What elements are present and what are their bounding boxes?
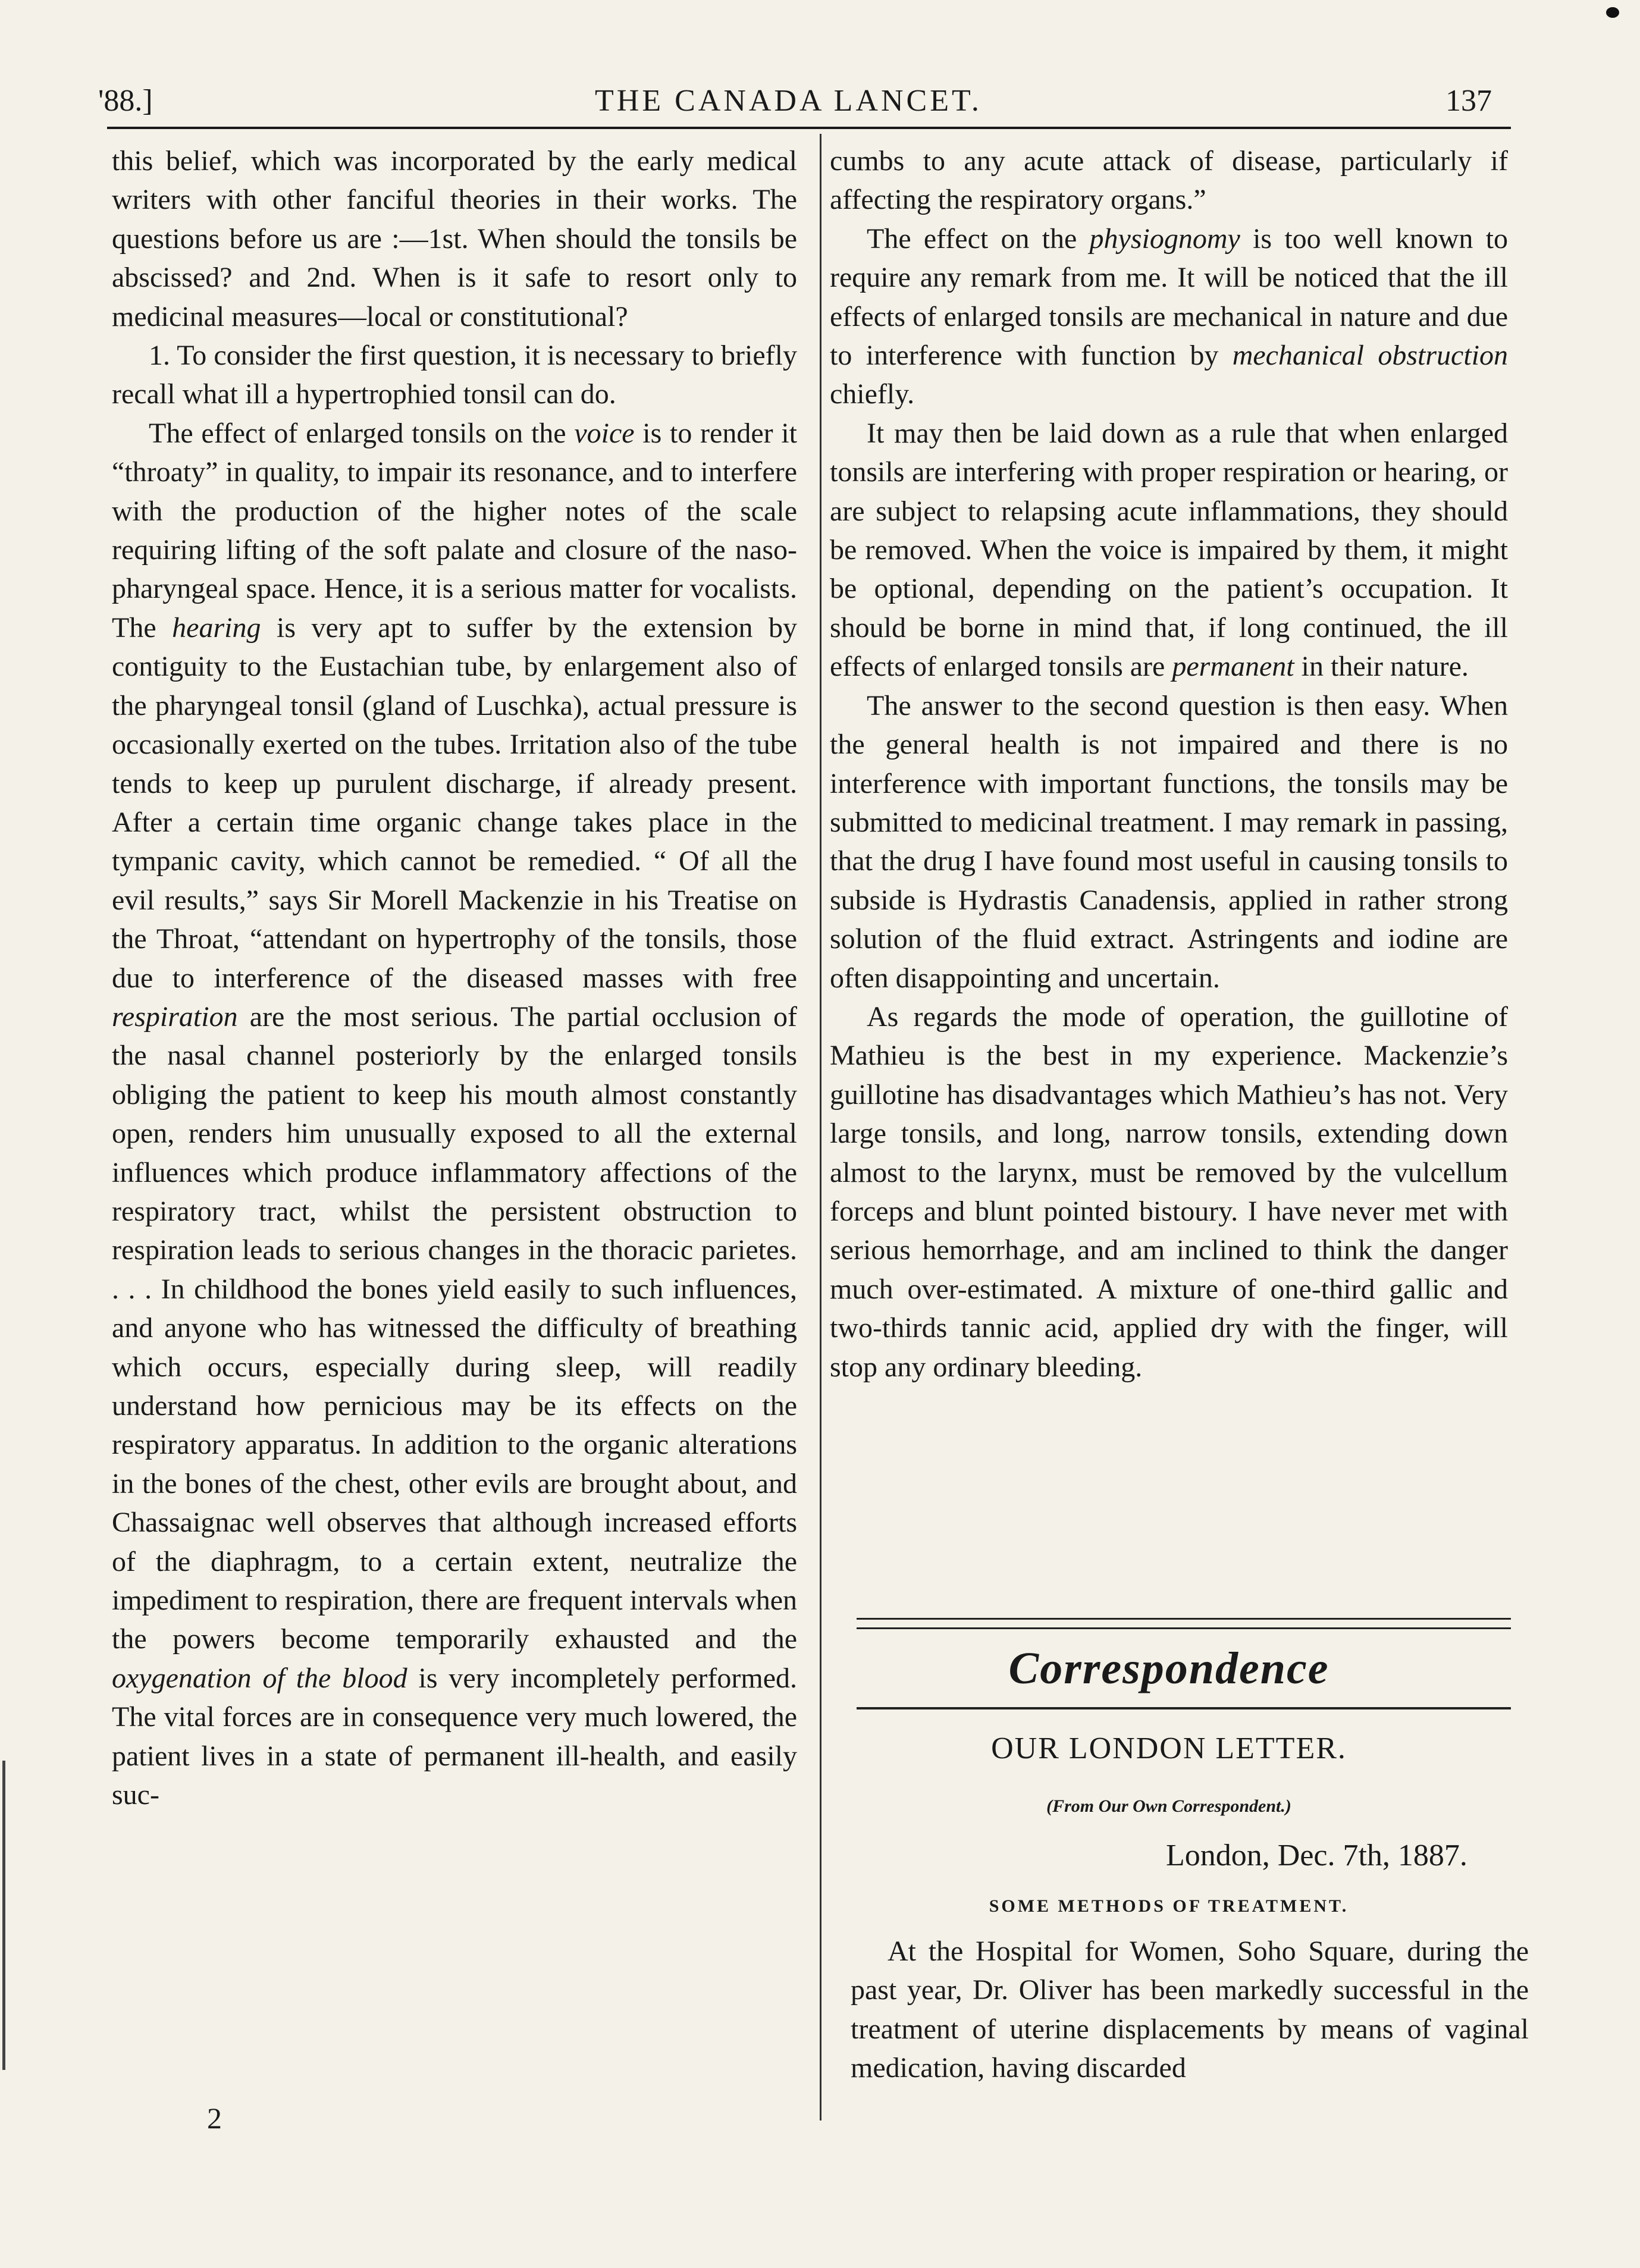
left-column xyxy=(112,142,797,1814)
section-rule-bottom xyxy=(857,1707,1511,1709)
left-paragraph-2: 1. To consider the first question, it is necessary to briefly recall what ill a hypertrophied tonsil can do. xyxy=(112,340,797,410)
correspondence-heading: Correspondence xyxy=(1008,1643,1329,1693)
italic-term: physiognomy xyxy=(1089,222,1240,255)
text-run: is to render it “throaty” in quality, to impair its resonance, and to interfere with the production of the higher notes of the scale requiring lifting of the soft palate and closure of the naso-pharyngeal space. Hence, it is a serious matter for vocalists. The xyxy=(112,417,797,644)
text-run: in their nature. xyxy=(1294,651,1469,683)
right-paragraph-2 xyxy=(830,219,1508,414)
italic-term: respiration xyxy=(112,1000,238,1033)
text-run: chiefly. xyxy=(830,378,915,410)
header-volume-year: '88.] xyxy=(98,84,153,118)
letter-body xyxy=(851,1932,1529,2088)
signature-mark: 2 xyxy=(207,2101,222,2135)
header-rule xyxy=(107,127,1511,129)
text-run: It may then be laid down as a rule that when enlarged tonsils are interfering with proper respiration or hearing, or are subject to relapsing acute inflammations, they should be removed. When the voice is impaired by them, it might be optional, depending on the patient’s occupation. It should be borne in mind that, if long continued, the ill effects of enlarged tonsils are xyxy=(830,417,1508,683)
right-paragraph-1: cumbs to any acute attack of disease, particularly if affecting the respiratory organs.” xyxy=(830,145,1508,216)
journal-title: THE CANADA LANCET. xyxy=(595,84,982,118)
right-paragraph-5: As regards the mode of operation, the guillotine of Mathieu is the best in my experience. Mackenzie’s guillotine has disadvantages which Mathieu’s has not. Very large tonsils, and long, narrow tonsils, extending down almost to the larynx, must be removed by the vulcellum forceps and blunt pointed bistoury. I have never met with serious hemorrhage, and am inclined to think the danger much over-estimated. A mixture of one-third gallic and two-thirds tannic acid, applied dry with the finger, will stop any ordinary bleeding. xyxy=(830,1000,1508,1383)
left-paragraph-3 xyxy=(112,414,797,1815)
italic-term: mechanical obstruction xyxy=(1232,340,1509,372)
letter-byline: (From Our Own Correspondent.) xyxy=(1046,1796,1291,1816)
italic-term: permanent xyxy=(1172,651,1294,683)
text-run: are the most serious. The partial occlusion of the nasal channel posteriorly by the enlarged tonsils obliging the patient to keep his mouth almost constantly open, renders him unusually exposed to all the external influences which produce inflammatory affections of the respiratory tract, whilst the persistent obstruction to respiration leads to serious changes in the thoracic parietes. . . . In childhood the bones yield easily to such influences, and anyone who has witnessed the difficulty of breathing which occurs, especially during sleep, will readily understand how pernicious may be its effects on the respiratory apparatus. In addition to the organic alterations in the bones of the chest, other evils are brought about, and Chassaignac well observes that although increased efforts of the diaphragm, to a certain extent, neutralize the impediment to respiration, there are frequent intervals when the powers become temporarily exhausted and the xyxy=(112,1000,797,1655)
text-run: The effect of enlarged tonsils on the xyxy=(149,417,575,449)
left-paragraph-1: this belief, which was incorporated by the early medical writers with other fanciful theories in their works. The questions before us are :—1st. When should the tonsils be abscissed? and 2nd. When is it safe to resort only to medicinal measures—local or constitutional? xyxy=(112,145,797,332)
right-column xyxy=(830,142,1508,1386)
text-run: is too well known to require any remark from me. It will be noticed that the ill effects of enlarged tonsils are mechanical in nature and due to interference with function by xyxy=(830,222,1508,372)
binding-edge xyxy=(2,1761,5,2070)
text-run: is very incompletely performed. The vital forces are in consequence very much lowered, the patient lives in a state of permanent ill-health, and easily suc- xyxy=(112,1662,798,1811)
section-rule-top xyxy=(857,1618,1511,1620)
letter-paragraph-1: At the Hospital for Women, Soho Square, during the past year, Dr. Oliver has been markedly successful in the treatment of uterine displacements by means of vaginal medication, having discarded xyxy=(851,1936,1529,2084)
column-divider xyxy=(820,134,821,2120)
page-number: 137 xyxy=(1445,84,1492,118)
right-paragraph-3 xyxy=(830,414,1508,686)
italic-term: hearing xyxy=(172,611,261,644)
section-heading: SOME METHODS OF TREATMENT. xyxy=(989,1896,1349,1916)
section-rule-top-second xyxy=(857,1627,1511,1629)
italic-term: voice xyxy=(574,417,635,449)
letter-dateline: London, Dec. 7th, 1887. xyxy=(1166,1839,1467,1872)
right-paragraph-4: The answer to the second question is then easy. When the general health is not impaired and there is no interference with important functions, the tonsils may be submitted to medicinal treatment. I may remark in passing, that the drug I have found most useful in causing tonsils to subside is Hydrastis Canadensis, applied in rather strong solution of the fluid extract. Astringents and iodine are often disappointing and uncertain. xyxy=(830,689,1508,994)
ink-dot xyxy=(1606,7,1619,18)
text-run: is very apt to suffer by the extension by contiguity to the Eustachian tube, by enlargement also of the pharyngeal tonsil (gland of Luschka), actual pressure is occasionally exerted on the tubes. Irritation also of the tube tends to keep up purulent discharge, if already present. After a certain time organic change takes place in the tympanic cavity, which cannot be remedied. “ Of all the evil results,” says Sir Morell Mackenzie in his Treatise on the Throat, “attendant on hypertrophy of the tonsils, those due to interference of the diseased masses with free xyxy=(112,611,798,994)
text-run: The effect on the xyxy=(867,222,1090,255)
italic-term: oxygenation of the blood xyxy=(112,1662,407,1694)
letter-title: OUR LONDON LETTER. xyxy=(991,1731,1347,1765)
